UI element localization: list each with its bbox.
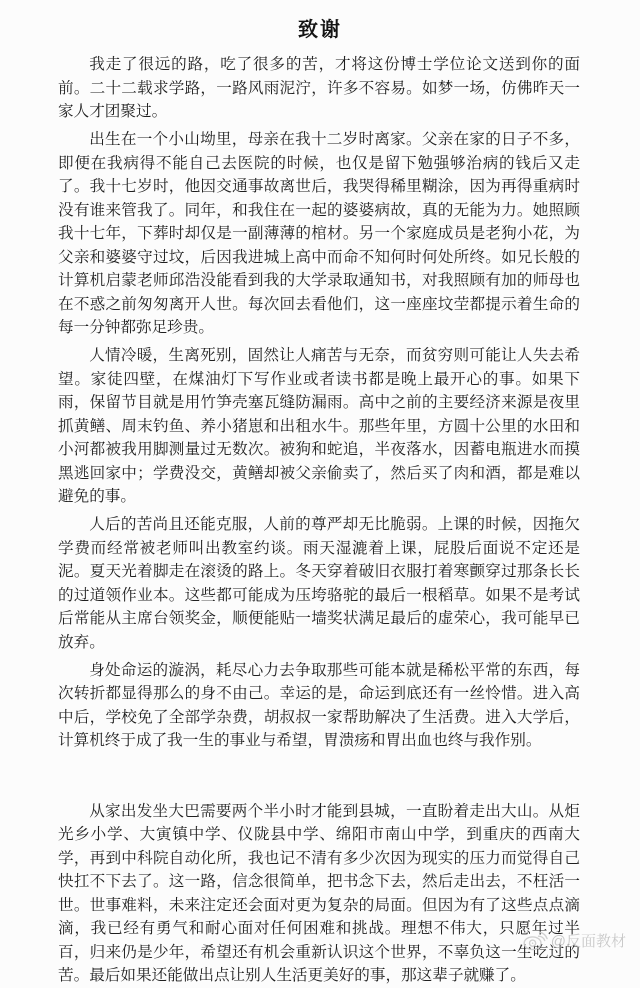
document-body bbox=[58, 53, 580, 988]
page-title: 致谢 bbox=[298, 19, 342, 41]
paragraph: 人情冷暖，生离死别，固然让人痛苦与无奈，而贫穷则可能让人失去希望。家徒四壁，在煤油灯下写作业或者读书都是晚上最开心的事。如果下雨，保留节目就是用竹笋壳塞瓦缝防漏雨。高中之前的主要经济来源是夜里抓黄鳝、周末钓鱼、养小猪崽和出租水牛。那些年里，方圆十公里的水田和小河都被我用脚测量过无数次。被狗和蛇追，半夜落水，因蓄电瓶进水而摸黑逃回家中；学费没交，黄鳝却被父亲偷卖了，然后买了肉和酒，都是难以避免的事。 bbox=[58, 347, 580, 505]
watermark-handle: @反面教材 bbox=[550, 933, 626, 950]
paragraph: 人后的苦尚且还能克服，人前的尊严却无比脆弱。上课的时候，因拖欠学费而经常被老师叫出教室约谈。雨天湿漉着上课，屁股后面说不定还是泥。夏天光着脚走在滚烫的路上。冬天穿着破旧衣服打着寒颤穿过那条长长的过道领作业本。这些都可能成为压垮骆驼的最后一根稻草。如果不是考试后常能从主席台领奖金，顺便能贴一墙奖状满足最后的虚荣心，我可能早已放弃。 bbox=[58, 516, 580, 651]
paragraph: 身处命运的漩涡，耗尽心力去争取那些可能本就是稀松平常的东西，每次转折都显得那么的身不由己。幸运的是，命运到底还有一丝怜惜。进入高中后，学校免了全部学杂费，胡叔叔一家帮助解决了生活费。进入大学后，计算机终于成了我一生的事业与希望，胃溃疡和胃出血也终与我作别。 bbox=[58, 661, 580, 749]
paragraph: 出生在一个小山坳里，母亲在我十二岁时离家。父亲在家的日子不多，即便在我病得不能自己去医院的时候，也仅是留下勉强够治病的钱后又走了。我十七岁时，他因交通事故离世后，我哭得稀里糊涂，因为再得重病时没有谁来管我了。同年，和我住在一起的婆婆病故，真的无能为力。她照顾我十七年，下葬时却仅是一副薄薄的棺材。另一个家庭成员是老狗小花，为父亲和婆婆守过坟，后因我进城上高中而命不知何时何处所终。如兄长般的计算机启蒙老师邱浩没能看到我的大学录取通知书，对我照顾有加的师母也在不惑之前匆匆离开人世。每次回去看他们，这一座座坟茔都提示着生命的每一分钟都弥足珍贵。 bbox=[58, 131, 580, 336]
watermark bbox=[523, 930, 626, 951]
paragraph: 我走了很远的路，吃了很多的苦，才将这份博士学位论文送到你的面前。二十二载求学路，一路风雨泥泞，许多不容易。如梦一场，仿佛昨天一家人才团聚过。 bbox=[58, 56, 580, 120]
paragraph: 从家出发坐大巴需要两个半小时才能到县城，一直盼着走出大山。从炬光乡小学、大寅镇中学、仪陇县中学、绵阳市南山中学，到重庆的西南大学，再到中科院自动化所，我也记不清有多少次因为现实的压力而觉得自己快扛不下去了。这一路，信念很简单，把书念下去，然后走出去，不枉活一世。世事难料，未来注定还会面对更为复杂的局面。但因为有了这些点点滴滴，我已经有勇气和耐心面对任何困难和挑战。理想不伟大，只愿年过半百，归来仍是少年，希望还有机会重新认识这个世界，不辜负这一生吃过的苦。最后如果还能做出点让别人生活更美好的事，那这辈子就赚了。 bbox=[58, 802, 580, 984]
weibo-icon bbox=[523, 930, 548, 951]
